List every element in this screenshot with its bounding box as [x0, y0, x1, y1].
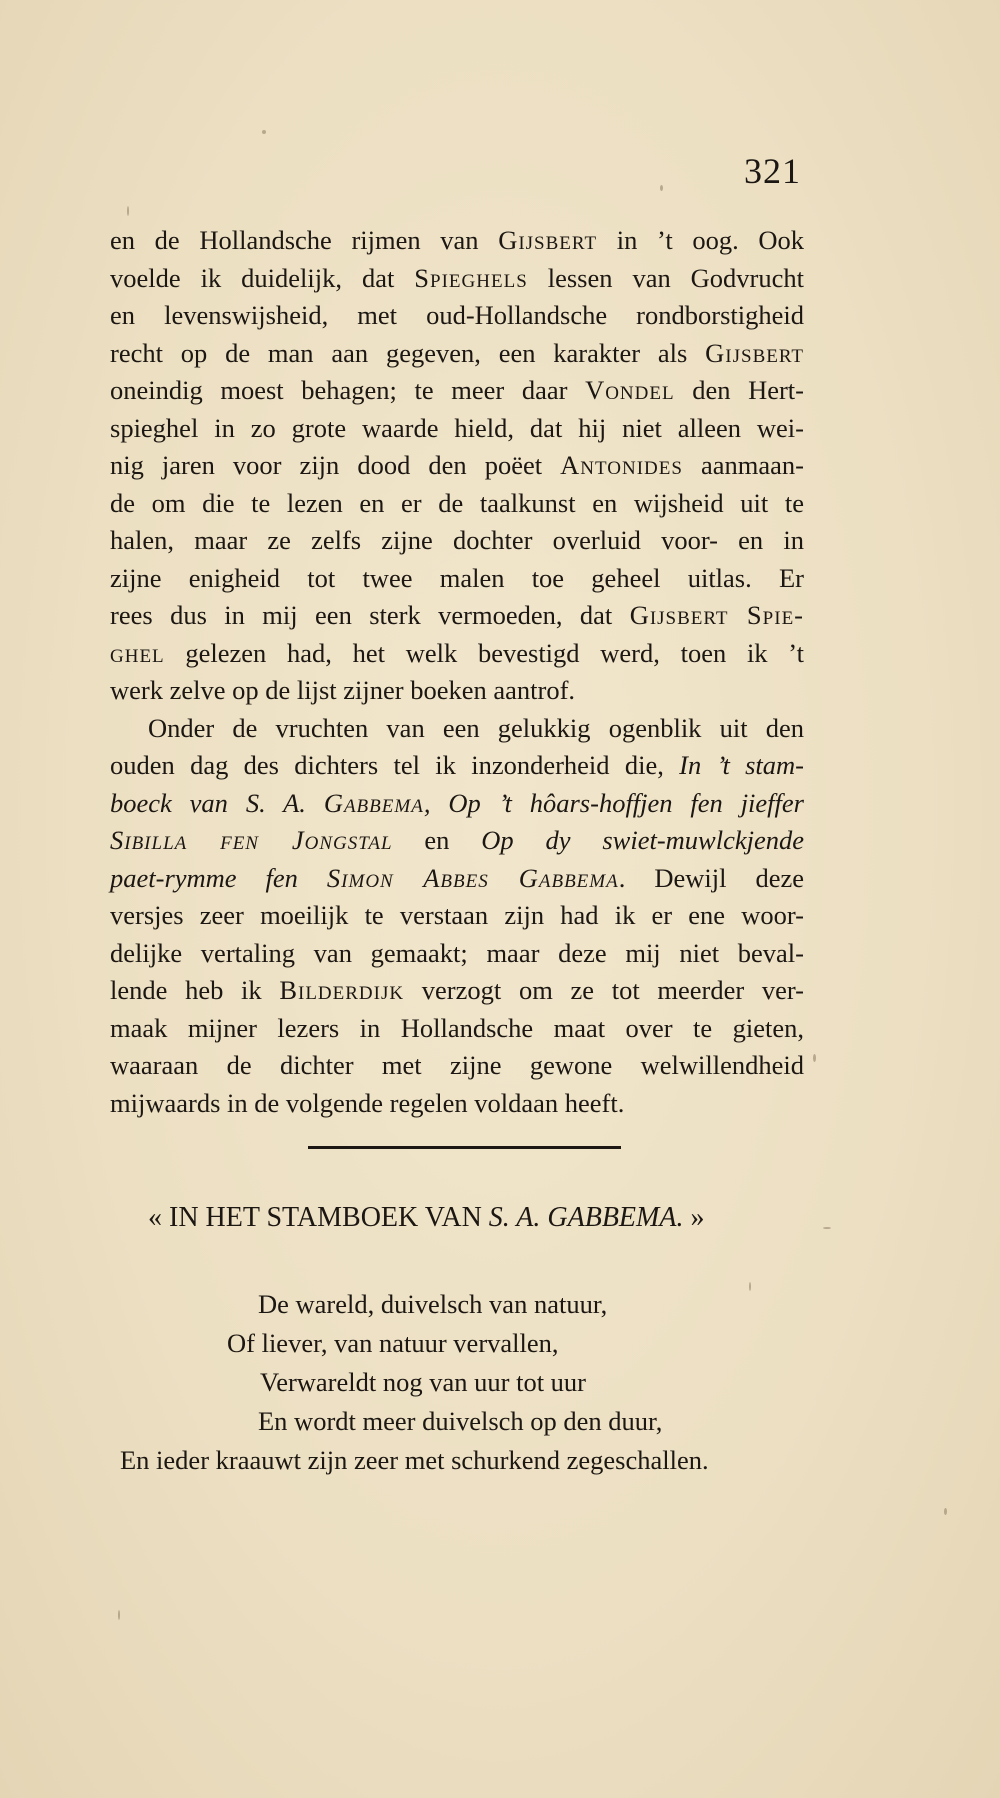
- paper-speck: [813, 1054, 816, 1062]
- heading-name: S. A. GABBEMA.: [488, 1202, 684, 1233]
- text-segment: zijne enigheid tot twee malen toe geheel uitlas. Er: [110, 562, 804, 593]
- text-segment: Gabbema: [323, 787, 424, 818]
- text-segment: In ’t stam-: [679, 750, 805, 780]
- text-segment: Spieghels: [414, 262, 528, 293]
- text-line: [110, 935, 804, 973]
- text-line: [110, 522, 804, 560]
- paper-speck: [944, 1508, 947, 1515]
- text-line: [110, 260, 804, 298]
- text-line: [110, 447, 804, 485]
- paper-speck: [118, 1610, 120, 1620]
- text-segment: werk zelve op de lijst zijner boeken aantrof.: [110, 675, 576, 705]
- poem-line: De wareld, duivelsch van natuur,: [258, 1289, 608, 1319]
- heading-close: »: [683, 1202, 705, 1233]
- poem-line: Of liever, van natuur vervallen,: [227, 1328, 559, 1358]
- text-segment: de om die te lezen en er de taalkunst en wijsheid uit te: [110, 487, 804, 518]
- text-segment: ouden dag des dichters tel ik inzonderheid die,: [110, 750, 680, 780]
- paper-speck: [660, 185, 663, 191]
- text-line: [110, 222, 804, 260]
- text-segment: , Op ’t hôars-hoffjen fen jieffer: [423, 787, 804, 818]
- text-line: [110, 1047, 804, 1085]
- text-segment: Sibilla fen Jongstal: [110, 825, 393, 855]
- page-number: 321: [744, 151, 801, 191]
- text-segment: en levenswijsheid, met oud-Hollandsche rondborstigheid: [110, 300, 804, 330]
- paper-speck: [127, 206, 129, 216]
- text-segment: Gijsbert: [498, 225, 598, 255]
- section-divider: [308, 1146, 621, 1149]
- text-segment: . Dewijl deze: [618, 862, 804, 893]
- text-segment: maak mijner lezers in Hollandsche maat over te gieten,: [110, 1012, 804, 1043]
- text-segment: recht op de man aan gegeven, een karakter als: [110, 337, 706, 368]
- text-segment: en de Hollandsche rijmen van: [110, 225, 499, 255]
- paper-speck: [749, 1282, 751, 1291]
- paper-speck: [823, 1227, 831, 1229]
- body-text: [110, 222, 804, 1122]
- text-segment: mijwaards in de volgende regelen voldaan heeft.: [110, 1087, 625, 1118]
- text-segment: Onder de vruchten van een gelukkig ogenblik uit den: [148, 712, 804, 743]
- text-line: [110, 747, 804, 785]
- text-line: [110, 860, 804, 898]
- text-segment: Bilderdijk: [279, 975, 405, 1005]
- text-segment: den Hert-: [674, 375, 804, 405]
- text-segment: nig jaren voor zijn dood den poëet: [110, 450, 561, 480]
- text-segment: waaraan de dichter met zijne gewone welwillendheid: [110, 1050, 804, 1080]
- text-line: [110, 372, 804, 410]
- text-line: [110, 297, 804, 335]
- text-segment: Antonides: [560, 450, 683, 480]
- text-line: [110, 672, 804, 710]
- text-segment: lende heb ik: [110, 975, 280, 1005]
- text-line: [110, 822, 804, 860]
- text-segment: verzogt om ze tot meerder ver-: [404, 975, 804, 1005]
- poem-line: Verwareldt nog van uur tot uur: [260, 1367, 587, 1397]
- text-segment: Gijsbert: [705, 337, 804, 368]
- text-segment: en: [392, 825, 482, 855]
- text-segment: aanmaan-: [682, 450, 804, 480]
- text-line: [110, 410, 804, 448]
- text-line: [110, 972, 804, 1010]
- text-line: [110, 710, 804, 748]
- text-line: [110, 560, 804, 598]
- text-segment: in ’t oog. Ook: [597, 225, 804, 255]
- text-line: [110, 335, 804, 373]
- text-segment: paet-rymme fen: [110, 862, 327, 893]
- paragraph-container: [110, 222, 804, 1122]
- text-segment: ghel: [110, 637, 165, 668]
- text-line: [110, 635, 804, 673]
- text-line: [110, 785, 804, 823]
- text-segment: Gijsbert Spie-: [629, 600, 804, 630]
- text-segment: voelde ik duidelijk, dat: [110, 262, 415, 293]
- poem-heading: [148, 1198, 828, 1238]
- text-line: [110, 597, 804, 635]
- heading-open: « IN HET STAMBOEK VAN: [148, 1202, 489, 1233]
- text-segment: Vondel: [585, 375, 675, 405]
- text-segment: versjes zeer moeilijk te verstaan zijn had ik er ene woor-: [110, 900, 804, 930]
- text-segment: rees dus in mij een sterk vermoeden, dat: [110, 600, 630, 630]
- text-segment: delijke vertaling van gemaakt; maar deze mij niet beval-: [110, 937, 804, 968]
- text-segment: halen, maar ze zelfs zijne dochter overluid voor- en in: [110, 525, 804, 555]
- poem-line: En wordt meer duivelsch op den duur,: [258, 1406, 663, 1436]
- text-line: [110, 485, 804, 523]
- text-segment: Op dy swiet-muwlckjende: [481, 825, 804, 855]
- text-segment: gelezen had, het welk bevestigd werd, toen ik ’t: [164, 637, 804, 668]
- text-segment: lessen van Godvrucht: [527, 262, 804, 293]
- text-line: [110, 897, 804, 935]
- text-line: [110, 1010, 804, 1048]
- poem: [120, 1285, 880, 1480]
- text-segment: boeck van S. A.: [110, 787, 324, 818]
- poem-line: En ieder kraauwt zijn zeer met schurkend zegeschallen.: [120, 1445, 709, 1475]
- text-segment: oneindig moest behagen; te meer daar: [110, 375, 586, 405]
- text-segment: Simon Abbes Gabbema: [326, 862, 619, 893]
- text-segment: spieghel in zo grote waarde hield, dat hij niet alleen wei-: [110, 412, 804, 443]
- text-line: [110, 1085, 804, 1123]
- paper-speck: [262, 130, 266, 134]
